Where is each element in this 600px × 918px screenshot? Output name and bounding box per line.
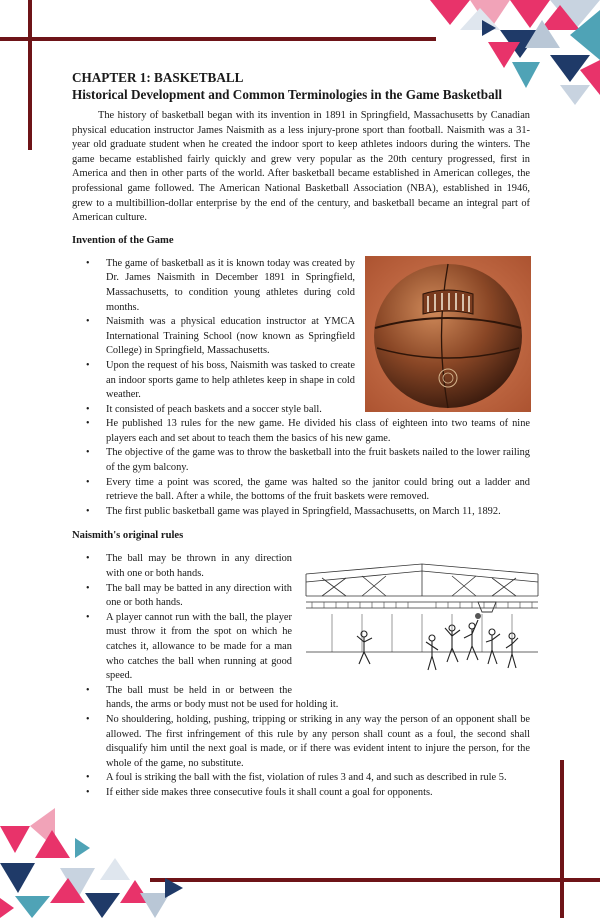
- list-item: • The first public basketball game was played in Springfield, Massachusetts, on March 11, 1892.: [72, 505, 530, 520]
- list-item: • The ball may be thrown in any direction with one or both hands.: [72, 552, 530, 581]
- list-item: • The ball may be batted in any direction with one or both hands.: [72, 582, 530, 611]
- list-item: • A player cannot run with the ball, the player must throw it from the spot on which he catches it, allowance to be made for a man who catches the ball when running at good speed.: [72, 611, 530, 684]
- intro-paragraph: The history of basketball began with its invention in 1891 in Springfield, Massachusetts by Canadian physical education instructor James Naismith as a less injury-prone sport than football. Naismith was a 31-year old graduate student when he created the indoor sport to keep athletes indoors during the winters. The game became established fairly quickly and grew very popular as the 20th century progressed, first in America and then in other parts of the world. After basketball became established in American colleges, the professional game followed. The American National Basketball Association (NBA), established in 1946, grew to a multibillion-dollar enterprise by the end of the century, and basketball became an integral part of American culture.: [72, 110, 530, 224]
- list-item: • If either side makes three consecutive fouls it shall count a goal for opponents.: [72, 786, 530, 801]
- list-item: • The ball must be held in or between the hands, the arms or body must not be used for holding it.: [72, 684, 530, 713]
- list-item: • Every time a point was scored, the game was halted so the janitor could bring out a ladder and retrieve the ball. After a while, the bottoms of the fruit baskets were removed.: [72, 476, 530, 505]
- rules-heading: Naismith's original rules: [72, 530, 184, 542]
- rules-list: [72, 552, 530, 800]
- list-item: • The objective of the game was to throw the basketball into the fruit baskets nailed to the lower railing of the gym balcony.: [72, 446, 530, 475]
- list-item: • It consisted of peach baskets and a soccer style ball.: [72, 403, 530, 418]
- bottom-left-triangle-decoration: [0, 808, 190, 918]
- list-item: • Upon the request of his boss, Naismith was tasked to create an indoor sports game to help athletes keep in shape in cold weather.: [72, 359, 530, 403]
- chapter-title: CHAPTER 1: BASKETBALL: [72, 70, 244, 85]
- list-item: • No shouldering, holding, pushing, tripping or striking in any way the person of an opponent shall be allowed. The first infringement of this rule by any person shall count as a foul, the second shall disqualify him until the next goal is made, or if there was evident intent to injure the person, for the whole of the game, no substitute.: [72, 713, 530, 771]
- list-item: • The game of basketball as it is known today was created by Dr. James Naismith in December 1891 in Springfield, Massachusetts, to condition young athletes during cold months.: [72, 257, 530, 315]
- top-left-vertical-rule: [28, 0, 32, 150]
- bottom-right-vertical-rule: [560, 760, 564, 918]
- invention-list: [72, 257, 530, 520]
- list-item: • He published 13 rules for the new game. He divided his class of eighteen into two teams of nine players each and set about to teach them the basics of his new game.: [72, 417, 530, 446]
- chapter-subtitle: Historical Development and Common Terminologies in the Game Basketball: [72, 87, 503, 102]
- invention-heading: Invention of the Game: [72, 234, 174, 246]
- page-content: [72, 70, 530, 801]
- list-item: • Naismith was a physical education instructor at YMCA International Training School (now known as Springfield College) in Springfield, Massachusetts.: [72, 315, 530, 359]
- list-item: • A foul is striking the ball with the fist, violation of rules 3 and 4, and such as described in rule 5.: [72, 771, 530, 786]
- top-rule: [0, 37, 436, 41]
- bottom-rule: [150, 878, 600, 882]
